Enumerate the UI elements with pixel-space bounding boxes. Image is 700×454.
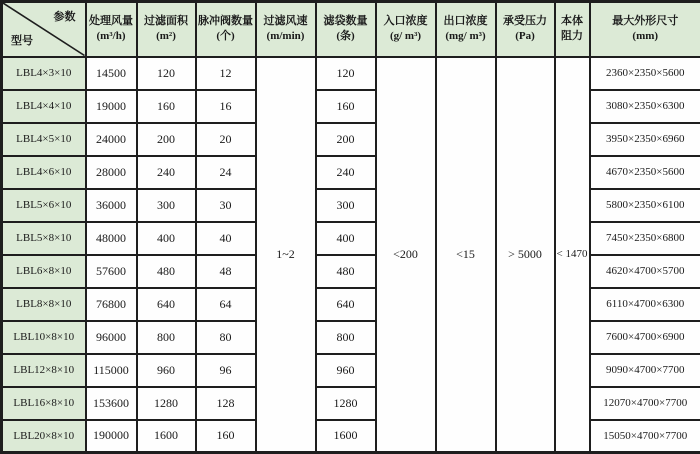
model-cell: LBL4×3×10 bbox=[2, 57, 86, 90]
table-row bbox=[2, 57, 700, 90]
airflow-cell: 28000 bbox=[86, 156, 137, 189]
model-cell: LBL8×8×10 bbox=[2, 288, 86, 321]
airflow-cell: 190000 bbox=[86, 420, 137, 453]
bag-count-cell: 1280 bbox=[316, 387, 376, 420]
col-header-body-resistance bbox=[555, 2, 590, 57]
header-label: 处理风量 bbox=[87, 14, 136, 29]
header-label: 承受压力 bbox=[497, 14, 554, 29]
filter-area-cell: 400 bbox=[137, 222, 196, 255]
header-unit: (mg/ m³) bbox=[437, 29, 495, 44]
filter-area-cell: 160 bbox=[137, 90, 196, 123]
table-row bbox=[2, 189, 700, 222]
pulse-valve-cell: 30 bbox=[196, 189, 256, 222]
header-unit: (g/ m³) bbox=[377, 29, 435, 44]
table-row bbox=[2, 420, 700, 453]
airflow-cell: 115000 bbox=[86, 354, 137, 387]
filter-area-cell: 800 bbox=[137, 321, 196, 354]
table-row bbox=[2, 156, 700, 189]
bag-count-cell: 800 bbox=[316, 321, 376, 354]
bag-count-cell: 120 bbox=[316, 57, 376, 90]
model-cell: LBL4×4×10 bbox=[2, 90, 86, 123]
table-row bbox=[2, 90, 700, 123]
dimensions-cell: 3080×2350×6300 bbox=[590, 90, 700, 123]
col-header-airflow bbox=[86, 2, 137, 57]
table-row bbox=[2, 255, 700, 288]
pressure-merged-cell: > 5000 bbox=[496, 57, 555, 453]
pulse-valve-cell: 12 bbox=[196, 57, 256, 90]
table-row bbox=[2, 387, 700, 420]
pulse-valve-cell: 40 bbox=[196, 222, 256, 255]
corner-model-label: 型号 bbox=[11, 34, 33, 49]
col-header-filter-area bbox=[137, 2, 196, 57]
model-cell: LBL5×6×10 bbox=[2, 189, 86, 222]
dimensions-cell: 7600×4700×6900 bbox=[590, 321, 700, 354]
col-header-outlet-concentration bbox=[436, 2, 496, 57]
airflow-cell: 24000 bbox=[86, 123, 137, 156]
table-row bbox=[2, 321, 700, 354]
bag-count-cell: 480 bbox=[316, 255, 376, 288]
model-cell: LBL10×8×10 bbox=[2, 321, 86, 354]
header-unit: (Pa) bbox=[497, 29, 554, 44]
body-resistance-merged-cell: < 1470 bbox=[555, 57, 590, 453]
airflow-cell: 57600 bbox=[86, 255, 137, 288]
pulse-valve-cell: 96 bbox=[196, 354, 256, 387]
table-row bbox=[2, 288, 700, 321]
col-header-filter-speed bbox=[256, 2, 316, 57]
model-cell: LBL16×8×10 bbox=[2, 387, 86, 420]
header-unit: (条) bbox=[317, 29, 375, 44]
header-label: 本体 bbox=[556, 14, 589, 29]
header-label: 最大外形尺寸 bbox=[591, 14, 700, 29]
filter-area-cell: 1600 bbox=[137, 420, 196, 453]
bag-count-cell: 160 bbox=[316, 90, 376, 123]
dimensions-cell: 12070×4700×7700 bbox=[590, 387, 700, 420]
corner-param-label: 参数 bbox=[54, 10, 76, 25]
bag-count-cell: 1600 bbox=[316, 420, 376, 453]
airflow-cell: 36000 bbox=[86, 189, 137, 222]
airflow-cell: 96000 bbox=[86, 321, 137, 354]
header-label: 滤袋数量 bbox=[317, 14, 375, 29]
model-cell: LBL6×8×10 bbox=[2, 255, 86, 288]
airflow-cell: 19000 bbox=[86, 90, 137, 123]
dimensions-cell: 5800×2350×6100 bbox=[590, 189, 700, 222]
col-header-pulse-valves bbox=[196, 2, 256, 57]
col-header-max-dimensions bbox=[590, 2, 700, 57]
header-label: 入口浓度 bbox=[377, 14, 435, 29]
dimensions-cell: 9090×4700×7700 bbox=[590, 354, 700, 387]
dimensions-cell: 15050×4700×7700 bbox=[590, 420, 700, 453]
outlet-concentration-merged-cell: <15 bbox=[436, 57, 496, 453]
dimensions-cell: 4670×2350×5600 bbox=[590, 156, 700, 189]
pulse-valve-cell: 16 bbox=[196, 90, 256, 123]
header-label: 过滤面积 bbox=[138, 14, 195, 29]
col-header-inlet-concentration bbox=[376, 2, 436, 57]
bag-count-cell: 400 bbox=[316, 222, 376, 255]
header-label: 脉冲阀数量 bbox=[197, 14, 255, 29]
bag-count-cell: 200 bbox=[316, 123, 376, 156]
airflow-cell: 14500 bbox=[86, 57, 137, 90]
dimensions-cell: 6110×4700×6300 bbox=[590, 288, 700, 321]
dimensions-cell: 4620×4700×5700 bbox=[590, 255, 700, 288]
table-row bbox=[2, 222, 700, 255]
airflow-cell: 76800 bbox=[86, 288, 137, 321]
corner-header-cell bbox=[2, 2, 86, 57]
model-cell: LBL4×5×10 bbox=[2, 123, 86, 156]
header-unit: (m/min) bbox=[257, 29, 315, 44]
pulse-valve-cell: 64 bbox=[196, 288, 256, 321]
filter-area-cell: 1280 bbox=[137, 387, 196, 420]
filter-area-cell: 200 bbox=[137, 123, 196, 156]
dimensions-cell: 7450×2350×6800 bbox=[590, 222, 700, 255]
model-cell: LBL20×8×10 bbox=[2, 420, 86, 453]
airflow-cell: 48000 bbox=[86, 222, 137, 255]
header-unit: (m²) bbox=[138, 29, 195, 44]
filter-area-cell: 960 bbox=[137, 354, 196, 387]
model-cell: LBL4×6×10 bbox=[2, 156, 86, 189]
bag-count-cell: 640 bbox=[316, 288, 376, 321]
col-header-pressure bbox=[496, 2, 555, 57]
table-row bbox=[2, 123, 700, 156]
table-row bbox=[2, 354, 700, 387]
dimensions-cell: 3950×2350×6960 bbox=[590, 123, 700, 156]
pulse-valve-cell: 20 bbox=[196, 123, 256, 156]
filter-area-cell: 640 bbox=[137, 288, 196, 321]
bag-count-cell: 300 bbox=[316, 189, 376, 222]
pulse-valve-cell: 80 bbox=[196, 321, 256, 354]
inlet-concentration-merged-cell: <200 bbox=[376, 57, 436, 453]
model-cell: LBL5×8×10 bbox=[2, 222, 86, 255]
filter-area-cell: 480 bbox=[137, 255, 196, 288]
header-unit: (mm) bbox=[591, 29, 700, 44]
pulse-valve-cell: 48 bbox=[196, 255, 256, 288]
model-cell: LBL12×8×10 bbox=[2, 354, 86, 387]
filter-area-cell: 240 bbox=[137, 156, 196, 189]
pulse-valve-cell: 160 bbox=[196, 420, 256, 453]
airflow-cell: 153600 bbox=[86, 387, 137, 420]
header-unit: (m³/h) bbox=[87, 29, 136, 44]
dimensions-cell: 2360×2350×5600 bbox=[590, 57, 700, 90]
header-row bbox=[2, 2, 700, 57]
filter-area-cell: 300 bbox=[137, 189, 196, 222]
header-unit: (个) bbox=[197, 29, 255, 44]
bag-count-cell: 960 bbox=[316, 354, 376, 387]
col-header-bag-count bbox=[316, 2, 376, 57]
pulse-valve-cell: 24 bbox=[196, 156, 256, 189]
pulse-valve-cell: 128 bbox=[196, 387, 256, 420]
filter-speed-merged-cell: 1~2 bbox=[256, 57, 316, 453]
filter-area-cell: 120 bbox=[137, 57, 196, 90]
header-label: 过滤风速 bbox=[257, 14, 315, 29]
bag-count-cell: 240 bbox=[316, 156, 376, 189]
header-label: 出口浓度 bbox=[437, 14, 495, 29]
header-label: 阻力 bbox=[556, 29, 589, 44]
